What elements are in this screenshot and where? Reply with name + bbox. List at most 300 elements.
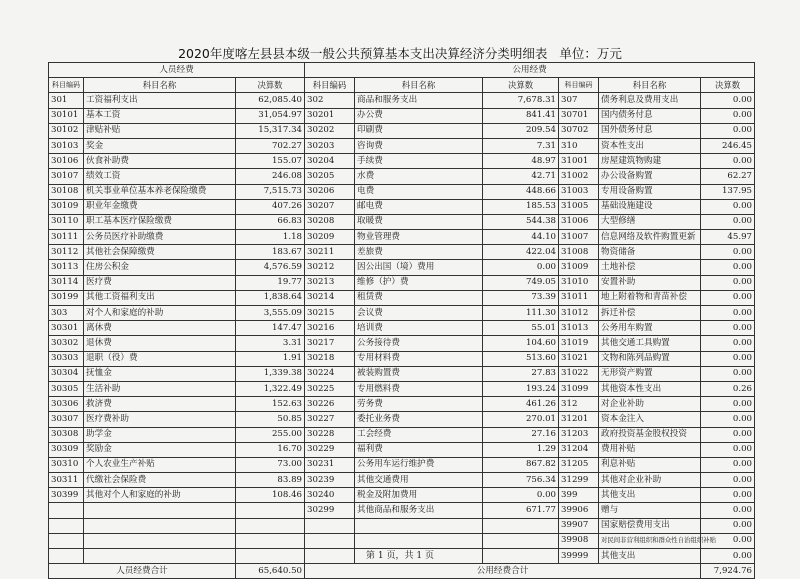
table-row (49, 366, 755, 381)
personnel-code-cell: 30306 (49, 397, 84, 412)
other-code-cell: 31006 (559, 214, 599, 229)
other-name-cell: 其他交通工具购置 (599, 336, 701, 351)
personnel-code-cell: 30310 (49, 457, 84, 472)
other-name-cell: 大型修缮 (599, 214, 701, 229)
personnel-name-cell: 生活补助 (84, 381, 236, 396)
personnel-code-cell: 30302 (49, 336, 84, 351)
other-amount-cell: 0.00 (701, 290, 755, 305)
public-name-cell: 劳务费 (355, 397, 483, 412)
other-code-header: 科目编码 (559, 78, 599, 93)
personnel-code-cell: 30101 (49, 108, 84, 123)
public-total-value: 7,924.76 (701, 564, 755, 579)
personnel-code-cell (49, 518, 84, 533)
public-code-cell: 30224 (305, 366, 355, 381)
public-code-cell: 30231 (305, 457, 355, 472)
table-row (49, 275, 755, 290)
personnel-code-cell: 30112 (49, 245, 84, 260)
other-name-cell: 其他对企业补助 (599, 473, 701, 488)
personnel-amount-cell: 66.83 (236, 214, 305, 229)
personnel-name-cell: 基本工资 (84, 108, 236, 123)
public-amount-cell: 544.38 (483, 214, 559, 229)
other-amount-cell: 0.00 (701, 245, 755, 260)
personnel-name-cell: 医疗费 (84, 275, 236, 290)
public-code-cell: 30205 (305, 169, 355, 184)
other-code-cell: 31019 (559, 336, 599, 351)
other-name-cell: 物资储备 (599, 245, 701, 260)
public-code-cell: 30225 (305, 381, 355, 396)
other-amount-cell: 0.00 (701, 549, 755, 564)
public-code-cell: 30239 (305, 473, 355, 488)
public-amount-cell: 671.77 (483, 503, 559, 518)
public-name-cell: 公务用车运行维护费 (355, 457, 483, 472)
public-amount-cell: 749.05 (483, 275, 559, 290)
personnel-name-cell: 离休费 (84, 321, 236, 336)
personnel-header: 人员经费 (49, 63, 305, 78)
other-name-cell: 土地补偿 (599, 260, 701, 275)
table-row (49, 138, 755, 153)
other-code-cell: 307 (559, 93, 599, 108)
public-name-cell: 水费 (355, 169, 483, 184)
public-amount-cell: 1.29 (483, 442, 559, 457)
table-title (0, 44, 800, 62)
public-code-header: 科目编码 (305, 78, 355, 93)
personnel-code-cell: 30311 (49, 473, 84, 488)
personnel-amount-header: 决算数 (236, 78, 305, 93)
personnel-code-cell: 30102 (49, 123, 84, 138)
public-code-cell: 30227 (305, 412, 355, 427)
other-amount-cell: 0.00 (701, 503, 755, 518)
table-row (49, 169, 755, 184)
personnel-amount-cell: 108.46 (236, 488, 305, 503)
other-amount-cell: 0.00 (701, 427, 755, 442)
other-name-cell: 其他支出 (599, 549, 701, 564)
public-code-cell: 30211 (305, 245, 355, 260)
public-name-cell: 税金及附加费用 (355, 488, 483, 503)
other-amount-cell: 0.00 (701, 108, 755, 123)
public-code-cell (305, 518, 355, 533)
other-name-cell: 文物和陈列品购置 (599, 351, 701, 366)
other-amount-cell: 0.00 (701, 351, 755, 366)
personnel-code-cell: 30308 (49, 427, 84, 442)
personnel-amount-cell: 1,322.49 (236, 381, 305, 396)
public-code-cell: 30204 (305, 154, 355, 169)
personnel-name-cell: 医疗费补助 (84, 412, 236, 427)
personnel-name-cell: 奖励金 (84, 442, 236, 457)
personnel-code-cell: 30106 (49, 154, 84, 169)
other-name-header: 科目名称 (599, 78, 701, 93)
public-name-cell: 其他商品和服务支出 (355, 503, 483, 518)
personnel-code-cell: 30109 (49, 199, 84, 214)
personnel-name-cell: 救济费 (84, 397, 236, 412)
personnel-code-cell: 30309 (49, 442, 84, 457)
public-name-cell: 电费 (355, 184, 483, 199)
other-amount-cell: 0.00 (701, 214, 755, 229)
public-name-cell: 培训费 (355, 321, 483, 336)
public-name-cell: 专用燃料费 (355, 381, 483, 396)
other-code-cell: 39999 (559, 549, 599, 564)
other-amount-cell: 0.00 (701, 473, 755, 488)
personnel-code-cell: 30111 (49, 230, 84, 245)
public-amount-cell: 44.10 (483, 230, 559, 245)
personnel-amount-cell: 246.08 (236, 169, 305, 184)
personnel-code-cell: 30304 (49, 366, 84, 381)
table-row (49, 518, 755, 533)
personnel-amount-cell: 15,317.34 (236, 123, 305, 138)
public-name-cell: 咨询费 (355, 138, 483, 153)
table-row (49, 533, 755, 548)
public-code-cell: 30240 (305, 488, 355, 503)
other-amount-cell: 0.00 (701, 397, 755, 412)
personnel-name-cell: 公务员医疗补助缴费 (84, 230, 236, 245)
public-amount-cell: 48.97 (483, 154, 559, 169)
public-code-cell: 30216 (305, 321, 355, 336)
other-code-cell: 31013 (559, 321, 599, 336)
personnel-amount-cell: 3.31 (236, 336, 305, 351)
public-code-cell: 30217 (305, 336, 355, 351)
personnel-code-cell: 30301 (49, 321, 84, 336)
public-amount-cell: 73.39 (483, 290, 559, 305)
other-name-cell: 对民间非营利组织和群众性自治组织补贴 (599, 533, 701, 548)
personnel-code-cell: 30107 (49, 169, 84, 184)
other-code-cell: 31204 (559, 442, 599, 457)
personnel-code-cell: 30108 (49, 184, 84, 199)
public-name-cell: 公务接待费 (355, 336, 483, 351)
page-footer: 第 1 页，共 1 页 (366, 551, 434, 561)
table-row (49, 260, 755, 275)
personnel-total-label: 人员经费合计 (49, 564, 236, 579)
personnel-amount-cell: 407.26 (236, 199, 305, 214)
public-amount-cell: 7,678.31 (483, 93, 559, 108)
personnel-code-cell (49, 503, 84, 518)
personnel-amount-cell: 1.91 (236, 351, 305, 366)
personnel-code-cell: 30110 (49, 214, 84, 229)
public-amount-cell: 461.26 (483, 397, 559, 412)
personnel-amount-cell: 73.00 (236, 457, 305, 472)
personnel-name-cell: 代缴社会保险费 (84, 473, 236, 488)
other-amount-cell: 0.00 (701, 366, 755, 381)
public-code-cell: 30218 (305, 351, 355, 366)
public-amount-cell: 185.53 (483, 199, 559, 214)
other-name-cell: 基础设施建设 (599, 199, 701, 214)
table-row (49, 336, 755, 351)
public-name-cell: 其他交通费用 (355, 473, 483, 488)
personnel-name-cell: 奖金 (84, 138, 236, 153)
public-amount-cell (483, 533, 559, 548)
table-row (49, 123, 755, 138)
public-name-cell: 福利费 (355, 442, 483, 457)
other-code-cell: 31012 (559, 306, 599, 321)
other-code-cell: 31011 (559, 290, 599, 305)
other-name-cell: 专用设备购置 (599, 184, 701, 199)
personnel-code-cell: 303 (49, 306, 84, 321)
personnel-name-cell (84, 503, 236, 518)
other-amount-cell: 0.00 (701, 488, 755, 503)
public-name-cell: 因公出国（境）费用 (355, 260, 483, 275)
table-row (49, 230, 755, 245)
table-row (49, 199, 755, 214)
public-name-header: 科目名称 (355, 78, 483, 93)
other-name-cell: 公务用车购置 (599, 321, 701, 336)
personnel-name-cell: 机关事业单位基本养老保险缴费 (84, 184, 236, 199)
other-code-cell: 31022 (559, 366, 599, 381)
personnel-amount-cell (236, 503, 305, 518)
other-amount-cell: 0.00 (701, 412, 755, 427)
personnel-code-cell: 30114 (49, 275, 84, 290)
header-section-row (49, 63, 755, 78)
public-name-cell: 工会经费 (355, 427, 483, 442)
personnel-amount-cell (236, 518, 305, 533)
personnel-amount-cell: 4,576.59 (236, 260, 305, 275)
other-name-cell: 办公设备购置 (599, 169, 701, 184)
other-amount-cell: 0.00 (701, 518, 755, 533)
header-column-row (49, 78, 755, 93)
other-name-cell: 国家赔偿费用支出 (599, 518, 701, 533)
public-name-cell: 会议费 (355, 306, 483, 321)
other-code-cell: 310 (559, 138, 599, 153)
public-amount-cell: 42.71 (483, 169, 559, 184)
other-code-cell: 312 (559, 397, 599, 412)
other-code-cell: 31003 (559, 184, 599, 199)
other-amount-cell: 0.00 (701, 533, 755, 548)
personnel-name-header: 科目名称 (84, 78, 236, 93)
public-name-cell: 专用材料费 (355, 351, 483, 366)
other-name-cell: 地上附着物和青苗补偿 (599, 290, 701, 305)
other-amount-cell: 0.00 (701, 93, 755, 108)
other-code-cell: 31007 (559, 230, 599, 245)
personnel-amount-cell: 255.00 (236, 427, 305, 442)
personnel-code-cell: 30307 (49, 412, 84, 427)
other-name-cell: 资本金注入 (599, 412, 701, 427)
other-amount-cell: 0.26 (701, 381, 755, 396)
public-code-cell: 30209 (305, 230, 355, 245)
other-code-cell: 31205 (559, 457, 599, 472)
public-amount-cell: 193.24 (483, 381, 559, 396)
personnel-name-cell: 抚恤金 (84, 366, 236, 381)
personnel-name-cell: 其他工资福利支出 (84, 290, 236, 305)
public-code-cell: 30212 (305, 260, 355, 275)
personnel-amount-cell: 62,085.40 (236, 93, 305, 108)
personnel-name-cell (84, 533, 236, 548)
other-name-cell: 政府投资基金股权投资 (599, 427, 701, 442)
public-code-cell: 30226 (305, 397, 355, 412)
other-code-cell: 31005 (559, 199, 599, 214)
personnel-code-cell (49, 533, 84, 548)
personnel-name-cell: 工资福利支出 (84, 93, 236, 108)
other-name-cell: 赠与 (599, 503, 701, 518)
public-amount-cell: 448.66 (483, 184, 559, 199)
personnel-name-cell: 绩效工资 (84, 169, 236, 184)
personnel-name-cell (84, 518, 236, 533)
other-code-cell: 39906 (559, 503, 599, 518)
table-row (49, 290, 755, 305)
public-amount-cell: 27.16 (483, 427, 559, 442)
public-code-cell: 30203 (305, 138, 355, 153)
public-name-cell: 差旅费 (355, 245, 483, 260)
totals-row (49, 564, 755, 579)
public-code-cell: 30213 (305, 275, 355, 290)
public-amount-cell: 841.41 (483, 108, 559, 123)
public-code-cell: 30201 (305, 108, 355, 123)
table-row (49, 381, 755, 396)
public-code-cell: 30202 (305, 123, 355, 138)
public-amount-cell: 0.00 (483, 488, 559, 503)
public-name-cell: 印刷费 (355, 123, 483, 138)
other-amount-cell: 0.00 (701, 336, 755, 351)
other-name-cell: 债务利息及费用支出 (599, 93, 701, 108)
personnel-amount-cell: 1,838.64 (236, 290, 305, 305)
public-code-cell: 30229 (305, 442, 355, 457)
public-amount-cell: 756.34 (483, 473, 559, 488)
other-name-cell: 资本性支出 (599, 138, 701, 153)
personnel-amount-cell: 7,515.73 (236, 184, 305, 199)
personnel-code-cell: 30303 (49, 351, 84, 366)
public-code-cell: 30299 (305, 503, 355, 518)
other-name-cell: 其他支出 (599, 488, 701, 503)
table-row (49, 412, 755, 427)
other-code-cell: 31001 (559, 154, 599, 169)
public-name-cell: 办公费 (355, 108, 483, 123)
other-amount-header: 决算数 (701, 78, 755, 93)
personnel-amount-cell: 155.07 (236, 154, 305, 169)
public-amount-cell: 209.54 (483, 123, 559, 138)
personnel-total-value: 65,640.50 (236, 564, 305, 579)
other-code-cell: 39907 (559, 518, 599, 533)
personnel-code-cell: 30399 (49, 488, 84, 503)
other-amount-cell: 0.00 (701, 321, 755, 336)
other-code-cell: 30701 (559, 108, 599, 123)
public-name-cell: 取暖费 (355, 214, 483, 229)
table-row (49, 245, 755, 260)
personnel-name-cell: 伙食补助费 (84, 154, 236, 169)
other-amount-cell: 0.00 (701, 199, 755, 214)
public-code-cell: 30206 (305, 184, 355, 199)
table-row (49, 321, 755, 336)
other-amount-cell: 246.45 (701, 138, 755, 153)
table-row (49, 154, 755, 169)
public-name-cell: 邮电费 (355, 199, 483, 214)
public-amount-cell: 422.04 (483, 245, 559, 260)
personnel-name-cell: 住房公积金 (84, 260, 236, 275)
public-amount-cell: 7.31 (483, 138, 559, 153)
public-code-cell: 30215 (305, 306, 355, 321)
other-code-cell: 31008 (559, 245, 599, 260)
other-code-cell: 30702 (559, 123, 599, 138)
table-row (49, 351, 755, 366)
other-code-cell: 399 (559, 488, 599, 503)
public-amount-cell: 111.30 (483, 306, 559, 321)
personnel-name-cell: 津贴补贴 (84, 123, 236, 138)
personnel-code-cell: 30103 (49, 138, 84, 153)
unit-label: 单位：万元 (559, 46, 622, 61)
other-code-cell: 31203 (559, 427, 599, 442)
personnel-code-cell: 30305 (49, 381, 84, 396)
other-name-cell: 房屋建筑物购建 (599, 154, 701, 169)
public-amount-cell (483, 518, 559, 533)
public-code-cell: 30228 (305, 427, 355, 442)
personnel-name-cell: 个人农业生产补贴 (84, 457, 236, 472)
other-name-cell: 国内债务付息 (599, 108, 701, 123)
personnel-amount-cell: 16.70 (236, 442, 305, 457)
public-code-cell (305, 533, 355, 548)
personnel-name-cell: 职工基本医疗保险缴费 (84, 214, 236, 229)
other-amount-cell: 62.27 (701, 169, 755, 184)
other-amount-cell: 137.95 (701, 184, 755, 199)
personnel-name-cell: 对个人和家庭的补助 (84, 306, 236, 321)
public-name-cell (355, 518, 483, 533)
public-amount-cell: 27.83 (483, 366, 559, 381)
table-row (49, 184, 755, 199)
personnel-amount-cell: 1,339.38 (236, 366, 305, 381)
public-name-cell: 被装购置费 (355, 366, 483, 381)
public-name-cell: 委托业务费 (355, 412, 483, 427)
personnel-code-header: 科目编码 (49, 78, 84, 93)
other-name-cell: 无形资产购置 (599, 366, 701, 381)
table-row (49, 503, 755, 518)
other-amount-cell: 0.00 (701, 275, 755, 290)
other-name-cell: 信息网络及软件购置更新 (599, 230, 701, 245)
table-row (49, 397, 755, 412)
other-code-cell: 39908 (559, 533, 599, 548)
public-code-cell: 30207 (305, 199, 355, 214)
other-name-cell: 利息补贴 (599, 457, 701, 472)
table-row (49, 488, 755, 503)
table-row (49, 108, 755, 123)
other-code-cell: 31099 (559, 381, 599, 396)
public-name-cell: 租赁费 (355, 290, 483, 305)
other-name-cell: 对企业补助 (599, 397, 701, 412)
personnel-amount-cell: 83.89 (236, 473, 305, 488)
other-amount-cell: 0.00 (701, 123, 755, 138)
personnel-code-cell: 301 (49, 93, 84, 108)
personnel-code-cell: 30113 (49, 260, 84, 275)
other-amount-cell: 0.00 (701, 154, 755, 169)
table-row (49, 306, 755, 321)
personnel-code-cell: 30199 (49, 290, 84, 305)
public-amount-cell: 513.60 (483, 351, 559, 366)
personnel-amount-cell: 702.27 (236, 138, 305, 153)
table-row (49, 457, 755, 472)
other-amount-cell: 0.00 (701, 442, 755, 457)
other-code-cell: 31021 (559, 351, 599, 366)
personnel-name-cell: 退职（役）费 (84, 351, 236, 366)
other-amount-cell: 0.00 (701, 260, 755, 275)
other-name-cell: 国外债务付息 (599, 123, 701, 138)
public-code-cell: 302 (305, 93, 355, 108)
table-row (49, 214, 755, 229)
personnel-amount-cell: 19.77 (236, 275, 305, 290)
personnel-amount-cell: 31,054.97 (236, 108, 305, 123)
other-amount-cell: 45.97 (701, 230, 755, 245)
other-amount-cell: 0.00 (701, 306, 755, 321)
personnel-amount-cell: 147.47 (236, 321, 305, 336)
public-amount-cell: 104.60 (483, 336, 559, 351)
other-name-cell: 安置补助 (599, 275, 701, 290)
other-amount-cell: 0.00 (701, 457, 755, 472)
other-name-cell: 其他资本性支出 (599, 381, 701, 396)
expenditure-table (48, 62, 755, 579)
other-code-cell: 31009 (559, 260, 599, 275)
table-row (49, 442, 755, 457)
personnel-name-cell: 助学金 (84, 427, 236, 442)
public-header: 公用经费 (305, 63, 755, 78)
other-code-cell: 31010 (559, 275, 599, 290)
other-code-cell: 31201 (559, 412, 599, 427)
table-row (49, 427, 755, 442)
personnel-name-cell: 退休费 (84, 336, 236, 351)
public-name-cell (355, 533, 483, 548)
public-name-cell: 维修（护）费 (355, 275, 483, 290)
personnel-amount-cell: 152.63 (236, 397, 305, 412)
